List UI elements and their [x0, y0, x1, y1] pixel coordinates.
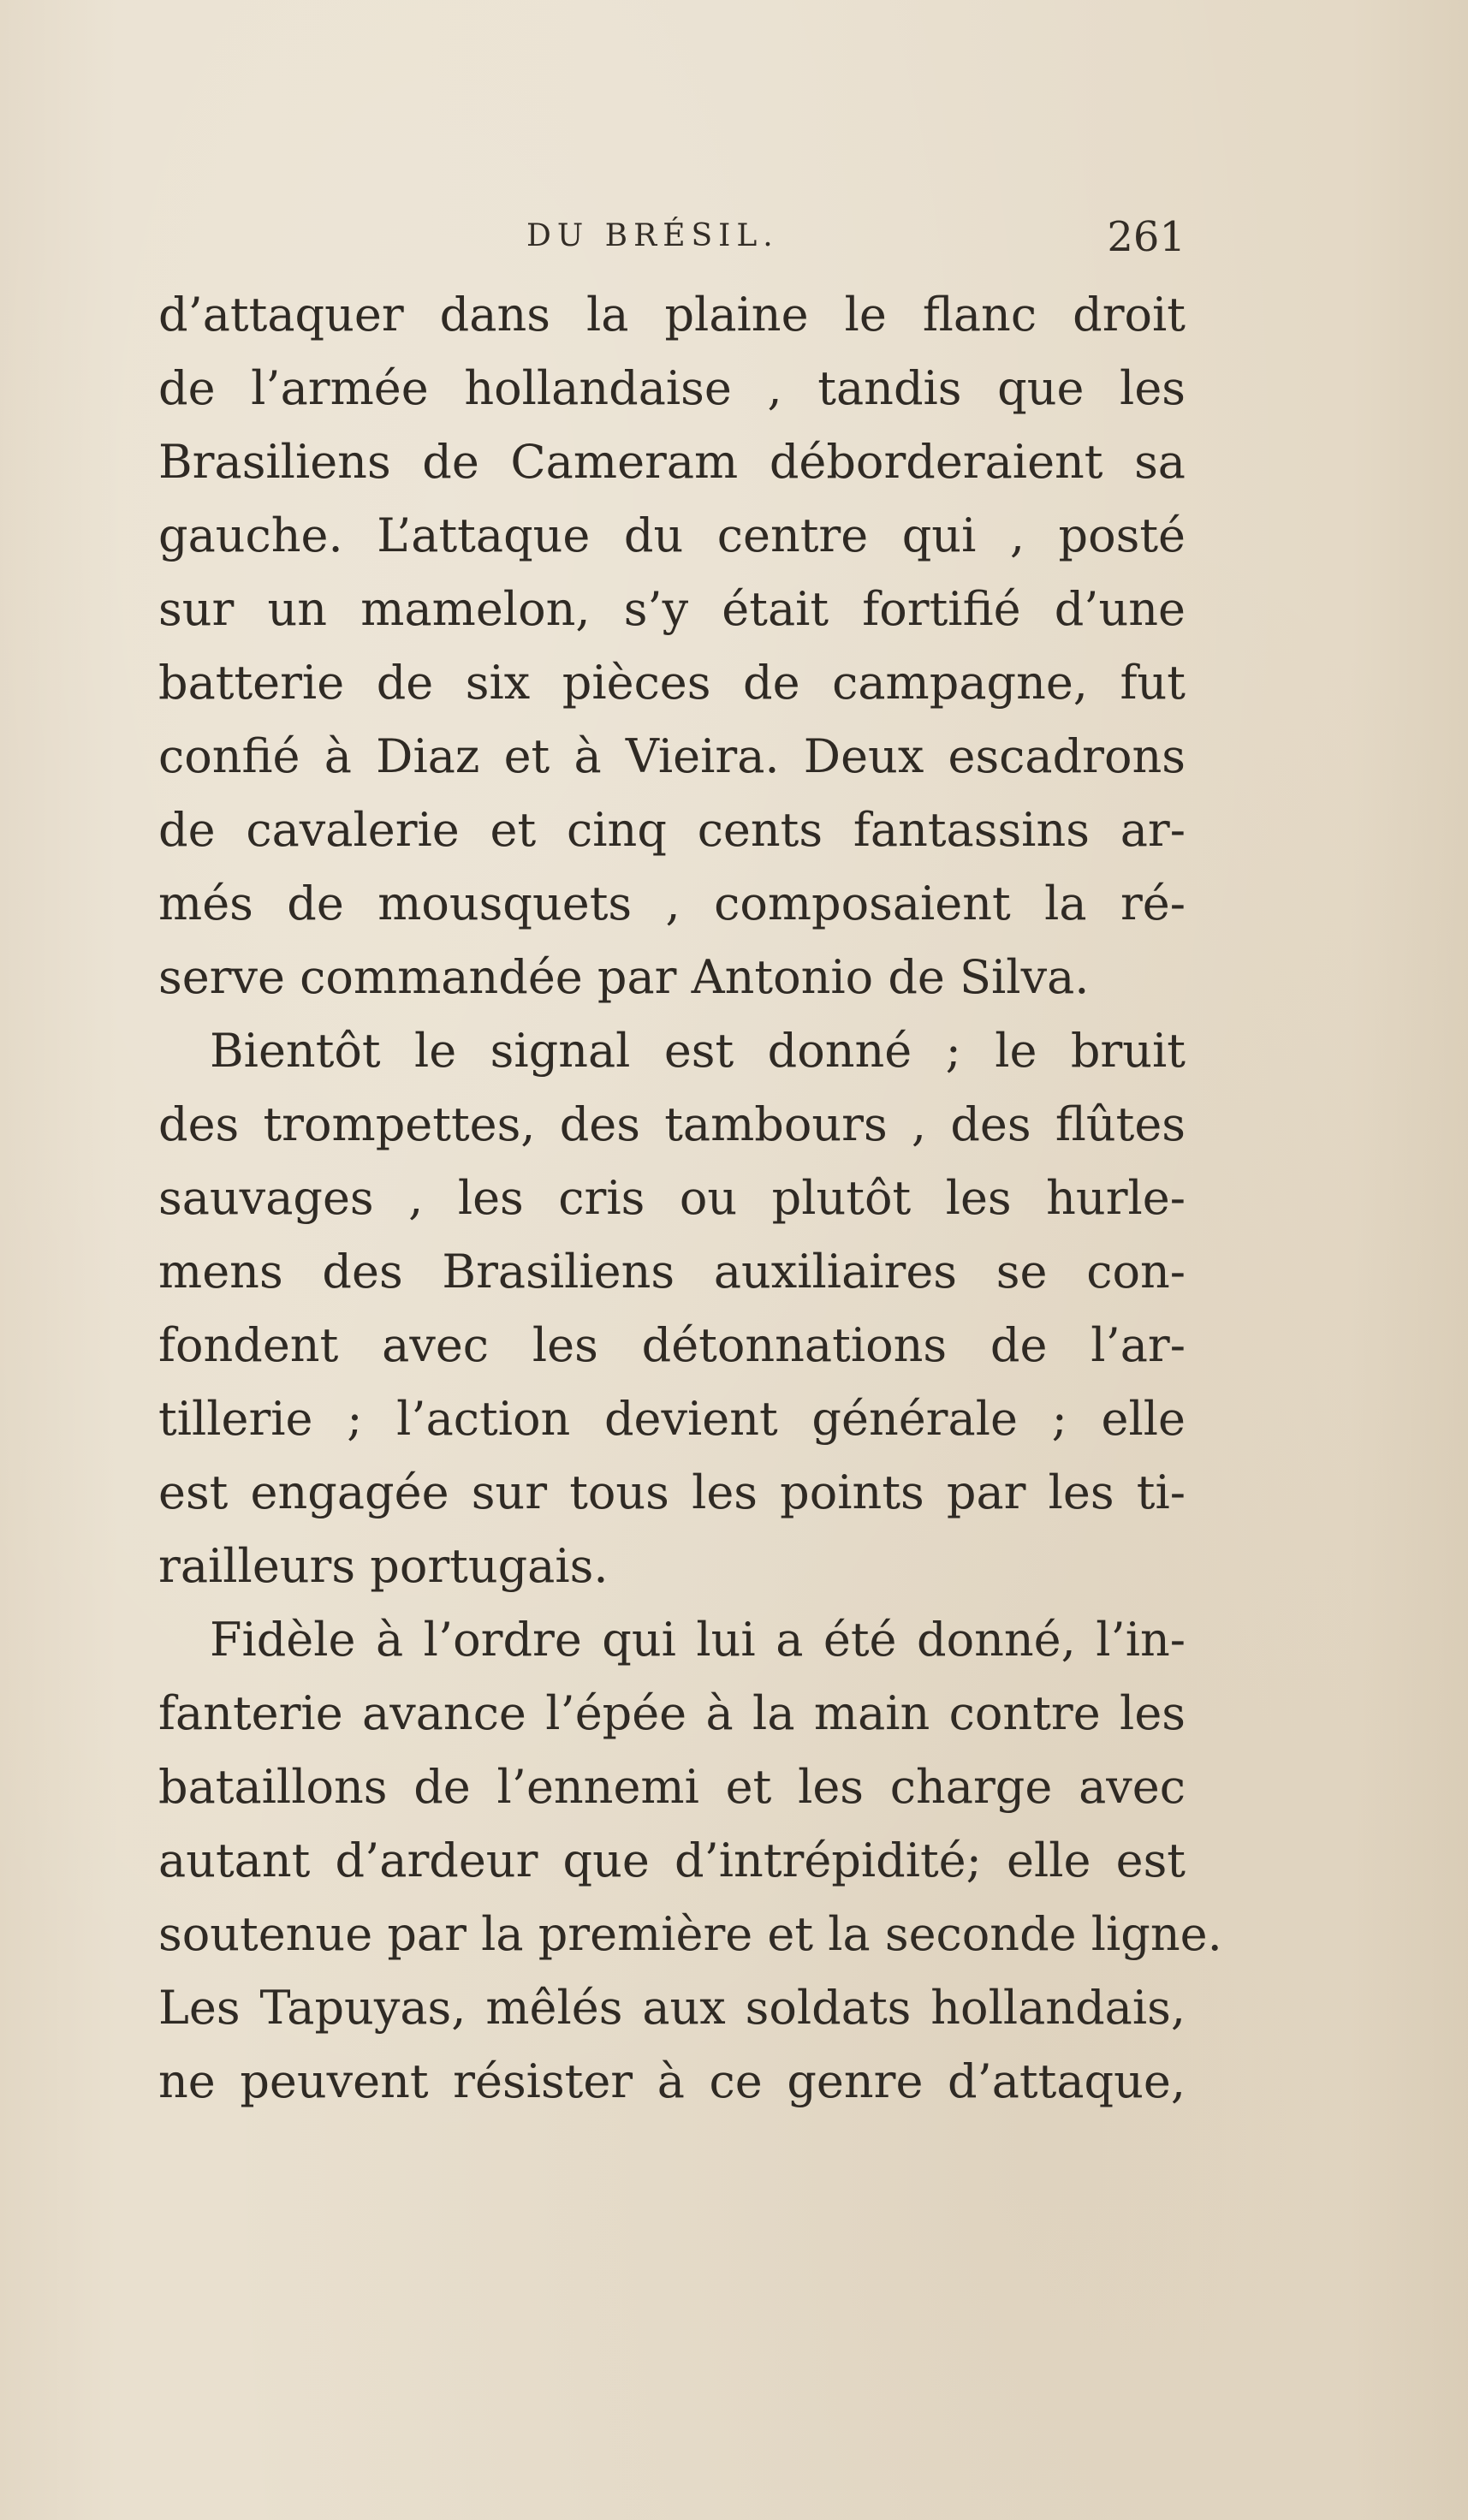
text-line: sur un mamelon, s’y était fortifié d’une: [158, 582, 1186, 636]
text-line: autant d’ardeur que d’intrépidité; elle est: [158, 1834, 1186, 1887]
text-line: Brasiliens de Cameram déborderaient sa: [158, 435, 1186, 489]
text-line: Les Tapuyas, mêlés aux soldats hollandais,: [158, 1981, 1186, 2035]
body-text: [158, 278, 1222, 2119]
text-line: soutenue par la première et la seconde ligne.: [158, 1907, 1222, 1961]
page-number: 261: [1107, 213, 1186, 261]
paragraph-start-line: Bientôt le signal est donné ; le bruit: [210, 1024, 1186, 1078]
text-line: fanterie avance l’épée à la main contre les: [158, 1686, 1186, 1740]
text-line: bataillons de l’ennemi et les charge avec: [158, 1760, 1186, 1814]
text-line: mens des Brasiliens auxiliaires se con-: [158, 1245, 1186, 1299]
text-line: fondent avec les détonnations de l’ar-: [158, 1318, 1186, 1372]
text-line: sauvages , les cris ou plutôt les hurle-: [158, 1171, 1186, 1225]
text-line: des trompettes, des tambours , des flûtes: [158, 1097, 1186, 1151]
text-line: railleurs portugais.: [158, 1539, 609, 1593]
text-line: més de mousquets , composaient la ré-: [158, 877, 1186, 930]
running-head: DU BRÉSIL.: [526, 218, 779, 253]
text-line: de l’armée hollandaise , tandis que les: [158, 361, 1186, 415]
text-line: confié à Diaz et à Vieira. Deux escadrons: [158, 729, 1186, 783]
paragraph-start-line: Fidèle à l’ordre qui lui a été donné, l’in-: [210, 1613, 1186, 1667]
text-line: d’attaquer dans la plaine le flanc droit: [158, 288, 1186, 342]
text-line: de cavalerie et cinq cents fantassins ar-: [158, 803, 1186, 857]
page-header: [158, 213, 1186, 270]
text-line: est engagée sur tous les points par les ti-: [158, 1465, 1186, 1519]
text-line: batterie de six pièces de campagne, fut: [158, 656, 1186, 710]
text-line: serve commandée par Antonio de Silva.: [158, 950, 1090, 1004]
text-line: gauche. L’attaque du centre qui , posté: [158, 508, 1186, 562]
text-line: tillerie ; l’action devient générale ; elle: [158, 1392, 1186, 1446]
text-line: ne peuvent résister à ce genre d’attaque,: [158, 2054, 1186, 2108]
